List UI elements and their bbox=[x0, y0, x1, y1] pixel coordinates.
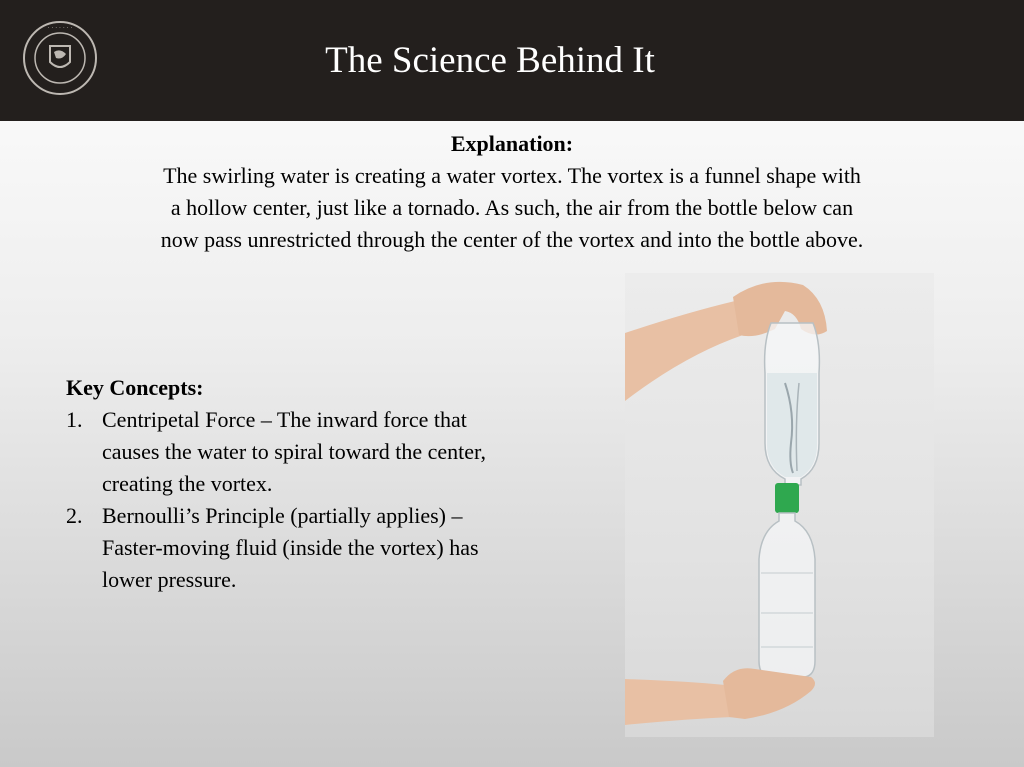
explanation-line: The swirling water is creating a water vortex. The vortex is a funnel shape with bbox=[163, 163, 861, 188]
two-bottle-tornado-photo bbox=[625, 273, 934, 737]
slide-header bbox=[0, 0, 1024, 121]
list-item-line: lower pressure. bbox=[102, 567, 237, 592]
explanation-line: a hollow center, just like a tornado. As such, the air from the bottle below can bbox=[170, 195, 854, 220]
lower-hand bbox=[723, 668, 815, 719]
lower-bottle bbox=[759, 513, 815, 677]
list-item bbox=[66, 404, 586, 500]
lower-arm bbox=[625, 679, 733, 725]
list-item-number: 1. bbox=[66, 407, 83, 432]
key-concepts-list bbox=[66, 404, 586, 596]
svg-text:· · · · · · ·: · · · · · · · bbox=[47, 25, 73, 32]
slide-title: The Science Behind It bbox=[325, 40, 655, 81]
upper-arm bbox=[625, 301, 743, 401]
explanation-line: now pass unrestricted through the center of the vortex and into the bottle above. bbox=[160, 227, 864, 252]
bottle-illustration bbox=[625, 273, 934, 737]
list-item-line: Bernoulli’s Principle (partially applies) – bbox=[102, 503, 463, 528]
list-item bbox=[66, 500, 586, 596]
list-item-line: Faster-moving fluid (inside the vortex) has bbox=[102, 535, 479, 560]
list-item-line: Centripetal Force – The inward force that bbox=[102, 407, 467, 432]
tornado-tube-connector bbox=[775, 483, 799, 513]
list-item-number: 2. bbox=[66, 503, 83, 528]
explanation-heading: Explanation: bbox=[450, 131, 574, 156]
key-concepts-heading: Key Concepts: bbox=[66, 375, 204, 400]
upper-bottle bbox=[765, 323, 820, 485]
list-item-line: creating the vortex. bbox=[102, 471, 273, 496]
explanation-block bbox=[80, 128, 944, 256]
key-concepts-block bbox=[66, 372, 586, 596]
list-item-line: causes the water to spiral toward the center, bbox=[102, 439, 486, 464]
